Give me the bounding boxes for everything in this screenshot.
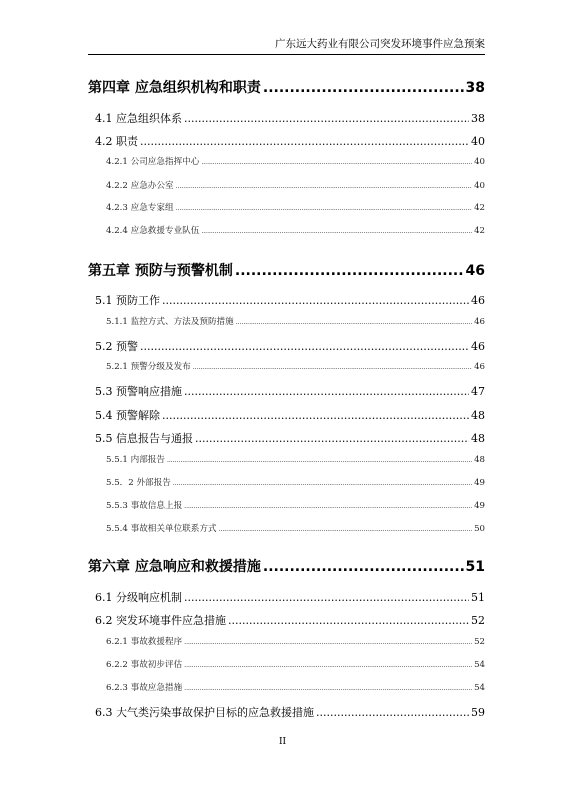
toc-entry-title: 5.5.3 事故信息上报 (106, 501, 183, 511)
toc-subsection-entry[interactable] (88, 476, 485, 488)
toc-entry-page: 54 (474, 660, 485, 670)
dot-leader (184, 591, 469, 604)
dot-leader (140, 135, 469, 148)
dot-leader (195, 432, 469, 445)
toc-entry-page: 40 (471, 135, 485, 148)
toc-entry-title: 4.2.2 应急办公室 (106, 181, 174, 191)
toc-entry-title: 4.2.1 公司应急指挥中心 (106, 157, 200, 167)
toc-entry-title: 4.2.4 应急救援专业队伍 (106, 226, 200, 236)
dot-leader (184, 385, 469, 398)
toc-subsection-entry[interactable] (88, 635, 485, 647)
toc-entry-title: 第四章 应急组织机构和职责 (88, 80, 261, 96)
toc-section-entry[interactable] (88, 133, 485, 149)
toc-entry-title: 5.4 预警解除 (95, 409, 160, 422)
toc-entry-title: 6.2.1 事故救援程序 (106, 637, 183, 647)
running-header (88, 36, 485, 55)
toc-subsection-entry[interactable] (88, 360, 485, 372)
toc-entry-title: 6.2.2 事故初步评估 (106, 660, 183, 670)
toc-entry-page: 46 (474, 317, 485, 327)
toc-entry-title: 5.5.4 事故相关单位联系方式 (106, 524, 217, 534)
page-number: II (278, 737, 287, 747)
dot-leader (176, 181, 472, 191)
toc-subsection-entry[interactable] (88, 522, 485, 534)
toc-entry-page: 46 (471, 340, 485, 353)
toc-entry-title: 6.3 大气类污染事故保护目标的应急救援措施 (95, 706, 314, 719)
toc-entry-title: 5.1.1 监控方式、方法及预防措施 (106, 317, 234, 327)
toc-section-entry[interactable] (88, 110, 485, 126)
toc-entry-title: 5.1 预防工作 (95, 294, 160, 307)
dot-leader (201, 157, 472, 167)
toc-entry-title: 6.2.3 事故应急措施 (106, 683, 183, 693)
toc-subsection-entry[interactable] (88, 681, 485, 693)
toc-section-entry[interactable] (88, 407, 485, 423)
toc-entry-title: 6.1 分级响应机制 (95, 591, 182, 604)
toc-section-entry[interactable] (88, 338, 485, 354)
toc-entry-page: 54 (474, 683, 485, 693)
toc-subsection-entry[interactable] (88, 201, 485, 213)
toc-subsection-entry[interactable] (88, 453, 485, 465)
dot-leader (140, 340, 469, 353)
document-title: 广东远大药业有限公司突发环境事件应急预案 (275, 38, 485, 50)
toc-section-entry[interactable] (88, 292, 485, 308)
toc-entry-page: 51 (465, 559, 485, 575)
toc-entry-page: 49 (474, 501, 485, 511)
toc-entry-title: 4.2 职责 (95, 135, 138, 148)
dot-leader (184, 501, 472, 511)
toc-chapter-entry[interactable] (88, 556, 485, 576)
dot-leader (176, 203, 472, 213)
dot-leader (184, 660, 472, 670)
dot-leader (184, 683, 472, 693)
toc-entry-page: 46 (474, 362, 485, 372)
dot-leader (263, 559, 464, 575)
toc-entry-page: 42 (474, 203, 485, 213)
toc-chapter-entry[interactable] (88, 77, 485, 97)
toc-entry-page: 51 (471, 591, 485, 604)
toc-section-entry[interactable] (88, 704, 485, 720)
toc-entry-title: 5.5 信息报告与通报 (95, 432, 193, 445)
toc-entry-page: 48 (471, 409, 485, 422)
toc-entry-title: 6.2 突发环境事件应急措施 (95, 614, 226, 627)
toc-entry-page: 47 (471, 385, 485, 398)
toc-section-entry[interactable] (88, 589, 485, 605)
toc-entry-page: 52 (474, 637, 485, 647)
toc-entry-title: 5.3 预警响应措施 (95, 385, 182, 398)
toc-entry-page: 50 (474, 524, 485, 534)
toc-entry-page: 52 (471, 614, 485, 627)
toc-subsection-entry[interactable] (88, 155, 485, 167)
toc-subsection-entry[interactable] (88, 179, 485, 191)
toc-entry-page: 40 (474, 181, 485, 191)
toc-entry-page: 42 (474, 226, 485, 236)
dot-leader (173, 478, 472, 488)
toc-entry-title: 第六章 应急响应和救援措施 (88, 559, 261, 575)
toc-section-entry[interactable] (88, 430, 485, 446)
toc-entry-page: 48 (474, 455, 485, 465)
dot-leader (201, 226, 472, 236)
toc-entry-page: 48 (471, 432, 485, 445)
dot-leader (167, 455, 472, 465)
toc-entry-page: 38 (465, 80, 485, 96)
dot-leader (235, 263, 464, 279)
toc-entry-page: 38 (471, 112, 485, 125)
dot-leader (193, 362, 472, 372)
toc-entry-title: 5.5．2 外部报告 (106, 478, 171, 488)
dot-leader (162, 409, 469, 422)
toc-entry-page: 49 (474, 478, 485, 488)
toc-subsection-entry[interactable] (88, 315, 485, 327)
toc-entry-page: 40 (474, 157, 485, 167)
toc-entry-title: 5.5.1 内部报告 (106, 455, 165, 465)
dot-leader (184, 112, 469, 125)
dot-leader (263, 80, 464, 96)
toc-entry-title: 第五章 预防与预警机制 (88, 263, 233, 279)
toc-entry-title: 5.2.1 预警分级及发布 (106, 362, 191, 372)
toc-entry-page: 46 (465, 263, 485, 279)
dot-leader (162, 294, 469, 307)
toc-section-entry[interactable] (88, 612, 485, 628)
toc-entry-title: 5.2 预警 (95, 340, 138, 353)
toc-entry-page: 46 (471, 294, 485, 307)
toc-chapter-entry[interactable] (88, 260, 485, 280)
toc-entry-page: 59 (471, 706, 485, 719)
toc-entry-title: 4.2.3 应急专家组 (106, 203, 174, 213)
dot-leader (236, 317, 472, 327)
toc-section-entry[interactable] (88, 383, 485, 399)
toc-subsection-entry[interactable] (88, 658, 485, 670)
dot-leader (184, 637, 472, 647)
toc-subsection-entry[interactable] (88, 224, 485, 236)
dot-leader (219, 524, 473, 534)
toc-entry-title: 4.1 应急组织体系 (95, 112, 182, 125)
toc-subsection-entry[interactable] (88, 499, 485, 511)
dot-leader (316, 706, 469, 719)
dot-leader (228, 614, 469, 627)
